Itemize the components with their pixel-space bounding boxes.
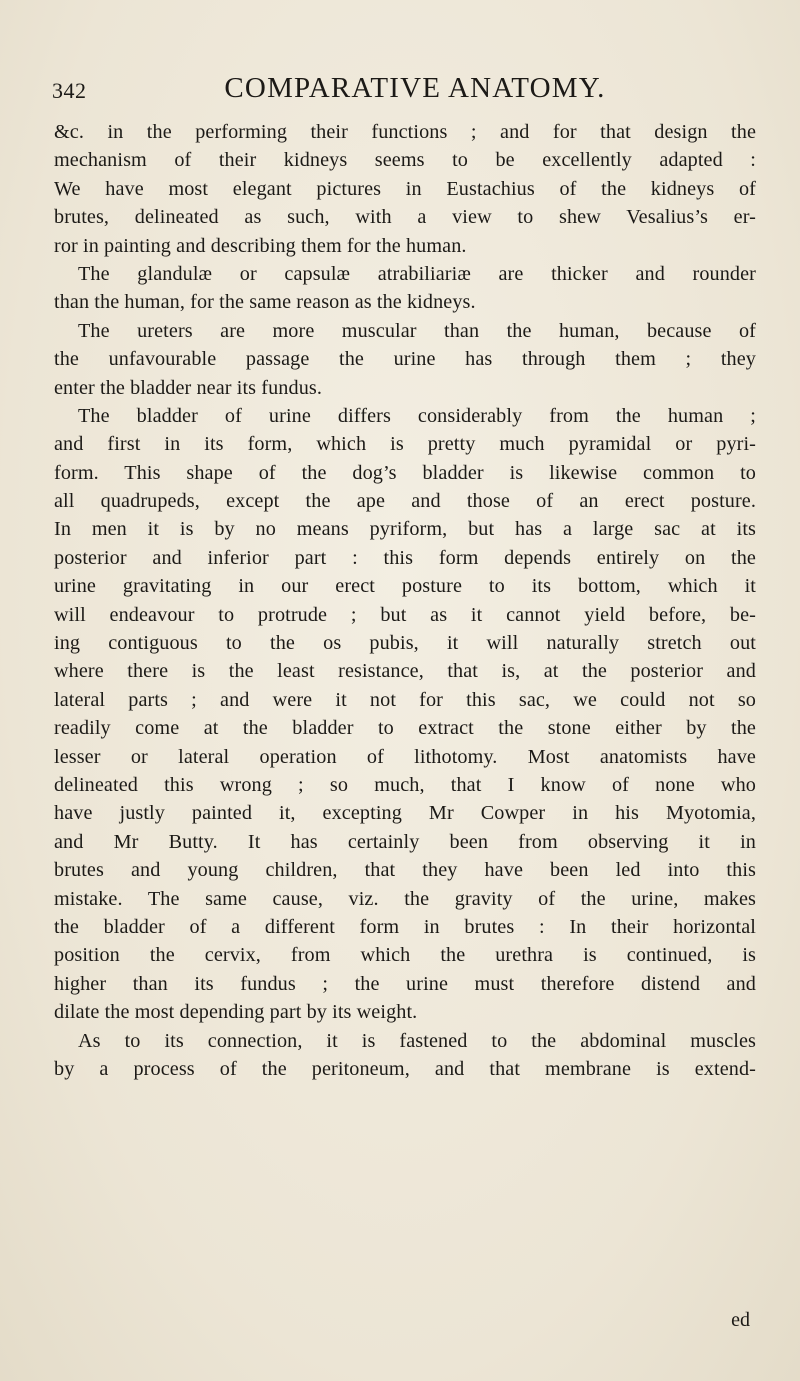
- text-line: readily come at the bladder to extract the stone either by the: [54, 717, 756, 740]
- running-title: COMPARATIVE ANATOMY.: [224, 72, 606, 104]
- text-line: As to its connection, it is fastened to the abdominal muscles: [78, 1029, 756, 1052]
- text-line: will endeavour to protrude ; but as it cannot yield before, be-: [54, 603, 756, 626]
- text-line: the bladder of a different form in brutes : In their horizontal: [54, 915, 756, 938]
- text-line: The bladder of urine differs considerably from the human ;: [78, 404, 756, 427]
- catchword: ed: [731, 1309, 750, 1331]
- text-line: dilate the most depending part by its weight.: [54, 1001, 418, 1024]
- text-line: In men it is by no means pyriform, but has a large sac at its: [54, 518, 756, 541]
- body-text: [54, 118, 756, 1083]
- text-line: ing contiguous to the os pubis, it will naturally stretch out: [54, 632, 756, 655]
- text-line: ror in painting and describing them for the human.: [54, 234, 467, 257]
- text-line: higher than its fundus ; the urine must therefore distend and: [54, 972, 756, 995]
- page-number: 342: [52, 78, 87, 103]
- page-header: [52, 72, 748, 112]
- text-line: brutes and young children, that they have been led into this: [54, 859, 756, 882]
- text-line: The glandulæ or capsulæ atrabiliariæ are thicker and rounder: [78, 262, 756, 285]
- text-line: mechanism of their kidneys seems to be excellently adapted :: [54, 149, 756, 172]
- text-line: The ureters are more muscular than the human, because of: [78, 319, 756, 342]
- text-line: by a process of the peritoneum, and that membrane is extend-: [54, 1057, 756, 1080]
- text-line: and first in its form, which is pretty much pyramidal or pyri-: [54, 433, 756, 456]
- text-line: posterior and inferior part : this form depends entirely on the: [54, 546, 756, 569]
- text-line: the unfavourable passage the urine has through them ; they: [54, 348, 756, 371]
- text-line: mistake. The same cause, viz. the gravity of the urine, makes: [54, 887, 756, 910]
- text-line: enter the bladder near its fundus.: [54, 376, 322, 399]
- text-line: &c. in the performing their functions ; and for that design the: [54, 121, 756, 143]
- text-line: delineated this wrong ; so much, that I know of none who: [54, 773, 756, 796]
- text-line: have justly painted it, excepting Mr Cowper in his Myotomia,: [54, 802, 756, 825]
- text-line: where there is the least resistance, that is, at the posterior and: [54, 660, 756, 683]
- text-line: lateral parts ; and were it not for this sac, we could not so: [54, 688, 756, 711]
- text-line: than the human, for the same reason as the kidneys.: [54, 291, 476, 314]
- text-line: all quadrupeds, except the ape and those of an erect posture.: [54, 490, 756, 513]
- text-line: form. This shape of the dog’s bladder is likewise common to: [54, 461, 756, 484]
- text-line: and Mr Butty. It has certainly been from observing it in: [54, 830, 756, 853]
- text-line: urine gravitating in our erect posture to its bottom, which it: [54, 575, 756, 598]
- text-line: brutes, delineated as such, with a view to shew Vesalius’s er-: [54, 206, 756, 229]
- text-line: lesser or lateral operation of lithotomy. Most anatomists have: [54, 745, 756, 768]
- text-line: position the cervix, from which the urethra is continued, is: [54, 944, 756, 967]
- text-line: We have most elegant pictures in Eustachius of the kidneys of: [54, 177, 756, 200]
